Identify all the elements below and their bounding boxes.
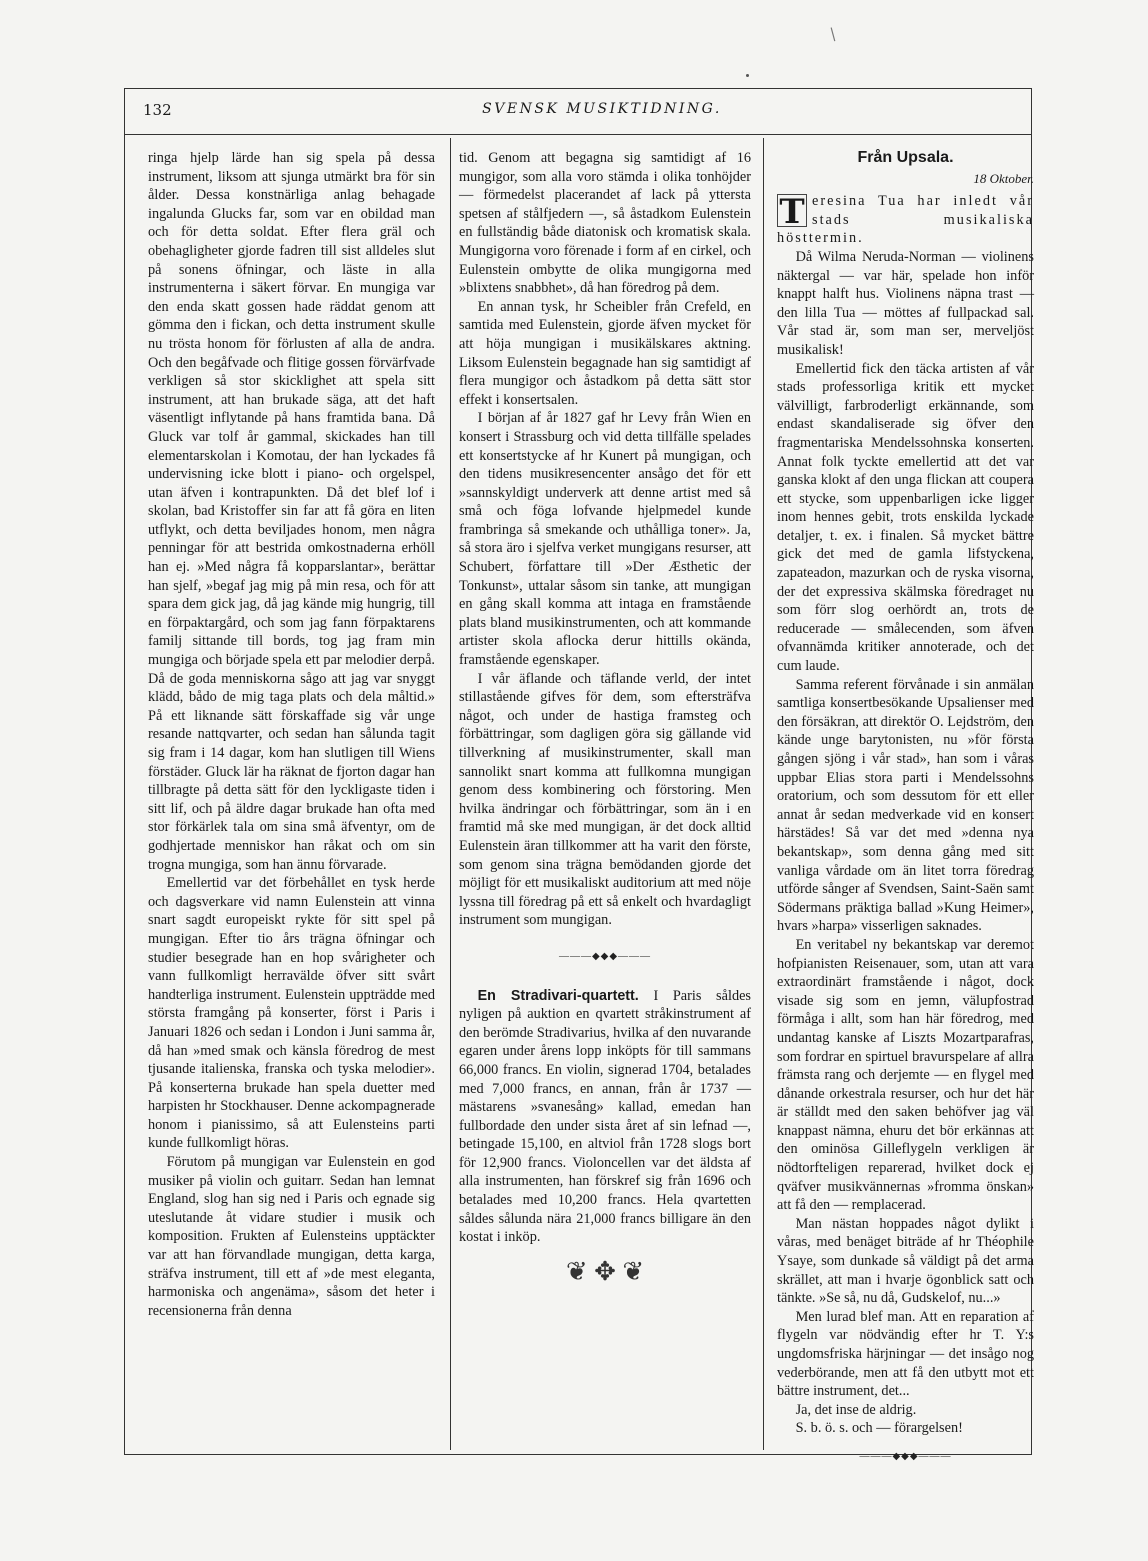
col1-paragraph: Förutom på mungigan var Eulenstein en god musiker på violin och guitarr. Sedan han lemnat England, slog han sig ned i Paris och egnade sig uteslutande åt vidare studier i musik och komposition. Frukten af Eulensteins upptäckter var att han förvandlade mungigan, detta karga, sträfva instrument, till ett af »de mest eleganta, harmoniska och angenäma», såsom det heter i recensionerna från denna — [148, 1154, 435, 1319]
column-3 — [777, 149, 1034, 1462]
page-number: 132 — [143, 101, 172, 119]
col2-paragraph: I vår äflande och täflande verld, der intet stillastående gifves för dem, som eftersträfva något, och under de hastiga framsteg och förbättringar, som dagligen göra sig gällande vid tillverkning af musikinstrumenter, skall man sannolikt snart komma att fullkomna mungigan genom dess kombinering och förstoring. Men hvilka ändringar och förbättringar, som än i en framtid må ske med mungigan, är det dock alltid Eulenstein äran tillkommer att ha varit den förste, som genom sina trägna bemödanden gjorde det möjligt för ett musikaliskt auditorium att med nöje lyssna till föredrag på ett så enkelt och hvardagligt instrument som mungigan. — [459, 670, 751, 929]
ink-speck — [746, 74, 749, 77]
column-1 — [148, 149, 435, 1449]
col3-paragraph: Man nästan hoppades något dylikt i våras, med benäget biträde af hr Théophile Ysaye, som dunkade så väldigt på det arma skrället, att man i hvarje ögonblick satt och tänkte. »Se så, nu då, Gudskelof, nu...» — [777, 1215, 1034, 1307]
column-divider-1 — [450, 138, 451, 1450]
stradivari-title: En Stradivari-quartett. — [477, 987, 639, 1004]
col1-paragraph: Emellertid var det förbehållet en tysk herde och dagsverkare vid namn Eulenstein att vinna snart sagdt europeiskt rykte för sitt spel på mungigan. Efter tio års trägna öfningar och studier besegrade han en hop svårigheter och vann fullkomligt herravälde öfver sitt svårt handterliga instrument. Eulenstein uppträdde med största framgång på konserter, först i Paris i Januari 1826 och sedan i London i Juni samma år, då han »med smak och känsla föredrog de mest tjusande italienska, franska och tyska melodier». På konserterna brukade han spela duetter med harpisten hr Stockhauser. Denne ackompagnerade honom i pianissimo, så att Eulensteins parti kunde fullkomligt höras. — [148, 875, 435, 1152]
end-separator: ———◆◆◆——— — [859, 1450, 952, 1462]
stradivari-text: I Paris såldes nyligen på auktion en qvartett stråkinstrument af den berömde Stradivarius, hvilka af den nuvarande egaren under årens lopp inköpts för till sammans 66,000 francs. En violin, signerad 1704, betalades med 7,000 francs, en annan, från år 1737 — mästarens »svanesång» kallad, emedan han fullbordade den under sista året af sin lefnad —, betingade 15,100, en altviol från 1728 slogs bort för 12,900 francs. Violoncellen var det äldsta af alla instrumenten, han förskref sig från 1696 och betalades med 10,200 francs. Hela qvartetten såldes sålunda nära 21,000 francs billigare än den kostat i inköp. — [459, 987, 751, 1246]
column-divider-2 — [763, 138, 764, 1450]
margin-mark: ❘ — [825, 24, 841, 44]
col3-paragraph: Samma referent förvånade i sin anmälan samtliga konsertbesökande Upsalienser med den försäkran, att direktör O. Lejdström, den kände unge barytonisten, nu »för första gången sjöng i vår stad», han som i våras uppbar Elias stora parti i Mendelssohns oratorium, och som dessutom för ett eller annat år sedan medverkade vid en konsert härstädes! Så var det med »denna nya bekantskap», som denna gång med sitt vanliga vårdade om än litet torra föredrag utförde sånger af Svendsen, Saint-Saën samt Södermans präktiga ballad »Kung Heimer», hvars »harpa» visserligen saknades. — [777, 676, 1034, 935]
column-2 — [459, 149, 751, 1449]
header-rule — [124, 134, 1032, 135]
upsala-first-text: eresina Tua har inledt vår stads musikaliska hösttermin. — [777, 193, 1034, 247]
col3-paragraph: Emellertid fick den täcka artisten af vår stads professorliga kritik ett mycket välvilligt, farbroderligt erkännande, som endast skandaliserade sig öfver den fragmentariska Mendelssohnska konserten. Annat folk tyckte emellertid att det var ganska klokt af den unga flickan att coupera ett stycke, som uppenbarligen icke ligger inom hennes gebit, trots enskilda lyckade detaljer, t. ex. i finalen. Så mycket bättre gick det med de gamla lifstyckena, zapateadon, mazurkan och de ryska visorna, der det expressiva skälmska föredraget nu som förr slog oerhördt an, trots de reducerade — smålecenden, som äfven ofvannämda kritiker annoterade, och det cum laude. — [777, 360, 1034, 675]
dateline: 18 Oktober. — [973, 170, 1034, 186]
col3-paragraph: En veritabel ny bekantskap var deremot hofpianisten Reisenauer, som, utan att vara extraordinärt framstående i något, dock visade sig som en jemn, välupfostrad förmåga i allt, som han här föredrog, med undantag kanske af Liszts Mozartparafras, som fordrar en spirtuel bravurspelare af allra främsta rang och derjemte — en flygel med dånande orkestrala resurser, och hur det här är ställdt med den saken behöfver jag väl knappast nämna, ehuru det bör erkännas att den ominösa Gilleflygeln verkligen är nödtorfteligen reparerad, hvilket dock ej qväfver musikvännernas »fromma önskan» att få den — remplacerad. — [777, 936, 1034, 1214]
col3-paragraph: Ja, det inse de aldrig. — [795, 1401, 917, 1418]
ornament-vignette: ❦ ✥ ❦ — [565, 1256, 645, 1286]
col1-paragraph: ringa hjelp lärde han sig spela på dessa instrument, liksom att sjunga utmärkt bra för sin ålder. Dessa konstnärliga anlag behagade ingalunda Glucks far, som var en obildad man och för detta soldat. Efter flera gräl och obehagligheter gjorde fadren till sist alldeles slut på sonens öfningar, och läste in alla instrumenterna i säkert förvar. En mungiga var den enda skatt gossen hade räddat genom att gömma den i fickan, och detta instrument skulle nu trösta honom för förlusten af alla de andra. Och den begåfvade och flitige gossen förvärfvade verkligen så stor skicklighet att spela sitt instrument, att han brukade säga, att det haft väsentligt inflytande på hans framtida bana. Då Gluck var tolf år gammal, skickades han till elementarskolan i Komotau, der han lyckades få undervisning icke blott i piano- och orgelspel, utan äfven i kontrapunkten. Då det blef lof i skolan, bad Kristoffer sin far att få göra en liten utflykt, och detta beviljades honom, men några penningar för att bestrida omkostnaderna erhöll han ej. »Med några få kopparslantar», berättar han sjelf, »begaf jag mig på min resa, och för att spara dem gick jag, då jag kände mig hungrig, till en förpaktargård, och som jag fann förpaktarens familj sittande till bords, tog jag fram min mungiga och började spela ett par melodier derpå. Då de goda menniskorna sågo att jag var snyggt klädd, bådo de mig taga plats och dela måltid.» På ett liknande sätt förskaffade sig vår unge resande nattqvarter, och sedan han sålunda tagit sig fram i 14 dagar, kom han slutligen till Wiens förstäder. Gluck lär ha räknat de fjorton dagar han tillbragte på detta sätt för den lyckligaste tiden i sitt lif, och på äldre dagar brukade han ofta med stor förkärlek tala om sina små äfventyr, om de godhjertade menniskor han råkat och om sin trogna mungiga, som han ännu förvarade. — [148, 150, 435, 873]
stradivari-article — [459, 987, 751, 1247]
col3-paragraph: Men lurad blef man. Att en reparation af flygeln var nödvändig efter hr T. Y:s ungdomsfriska härjningar — det insågo nog vederbörande, men att få den utbytt mot ett bättre instrument, det... — [777, 1308, 1034, 1400]
col2-paragraph: I början af år 1827 gaf hr Levy från Wien en konsert i Strassburg och vid detta tillfälle spelades ett konsertstycke af hr Kunert på mungigan, och den tidens musikresencenter ansågo det för ett »sannskyldigt underverk att denne artist med så små och föga lofvande hjelpmedel kunde frambringa så smekande och uthålliga toner». Ja, så stora äro i sjelfva verket mungigans resurser, att Schubert, författare till »Der Æsthetic der Tonkunst», uttalar såsom sin tanke, att mungigan en gång skall komma att intaga en framstående plats bland musikinstrumenten, och att kommande artister skola aflocka derur hittills okända, framstående egenskaper. — [459, 410, 751, 669]
section-separator: ———◆◆◆——— — [558, 950, 652, 962]
col2-paragraph: tid. Genom att begagna sig samtidigt af 16 mungigor, som alla voro stämda i olika tonhöjder — förmedelst placerandet af lack på yttersta spetsen af stålfjedern —, så åstadkom Eulenstein en fullständig både diatonisk och kromatisk skala. Mungigorna voro förenade i form af en cirkel, och Eulenstein ombytte de olika mungigorna med »blixtens snabbhet», då han föredrog på dem. — [459, 150, 751, 297]
running-title: SVENSK MUSIKTIDNING. — [482, 101, 722, 117]
col2-paragraph: En annan tysk, hr Scheibler från Crefeld, en samtida med Eulenstein, gjorde äfven mycket för att höja mungigan i musikälskares aktning. Liksom Eulenstein begagnade han sig samtidigt af flera mungigor och åstadkom på detta sätt stor effekt i konsertsalen. — [459, 298, 751, 408]
drop-cap: T — [777, 194, 807, 227]
upsala-first-paragraph — [777, 192, 1034, 248]
col3-paragraph: Då Wilma Neruda-Norman — violinens näktergal — var här, spelade hon inför knappt halft hus. Violinens näpna trast — den lilla Tua — möttes af fullpackad sal. Vår stad är, som man ser, merveljöst musikalisk! — [777, 248, 1034, 358]
col3-signature: S. b. ö. s. och — förargelsen! — [795, 1420, 963, 1437]
upsala-title: Från Upsala. — [857, 149, 954, 166]
